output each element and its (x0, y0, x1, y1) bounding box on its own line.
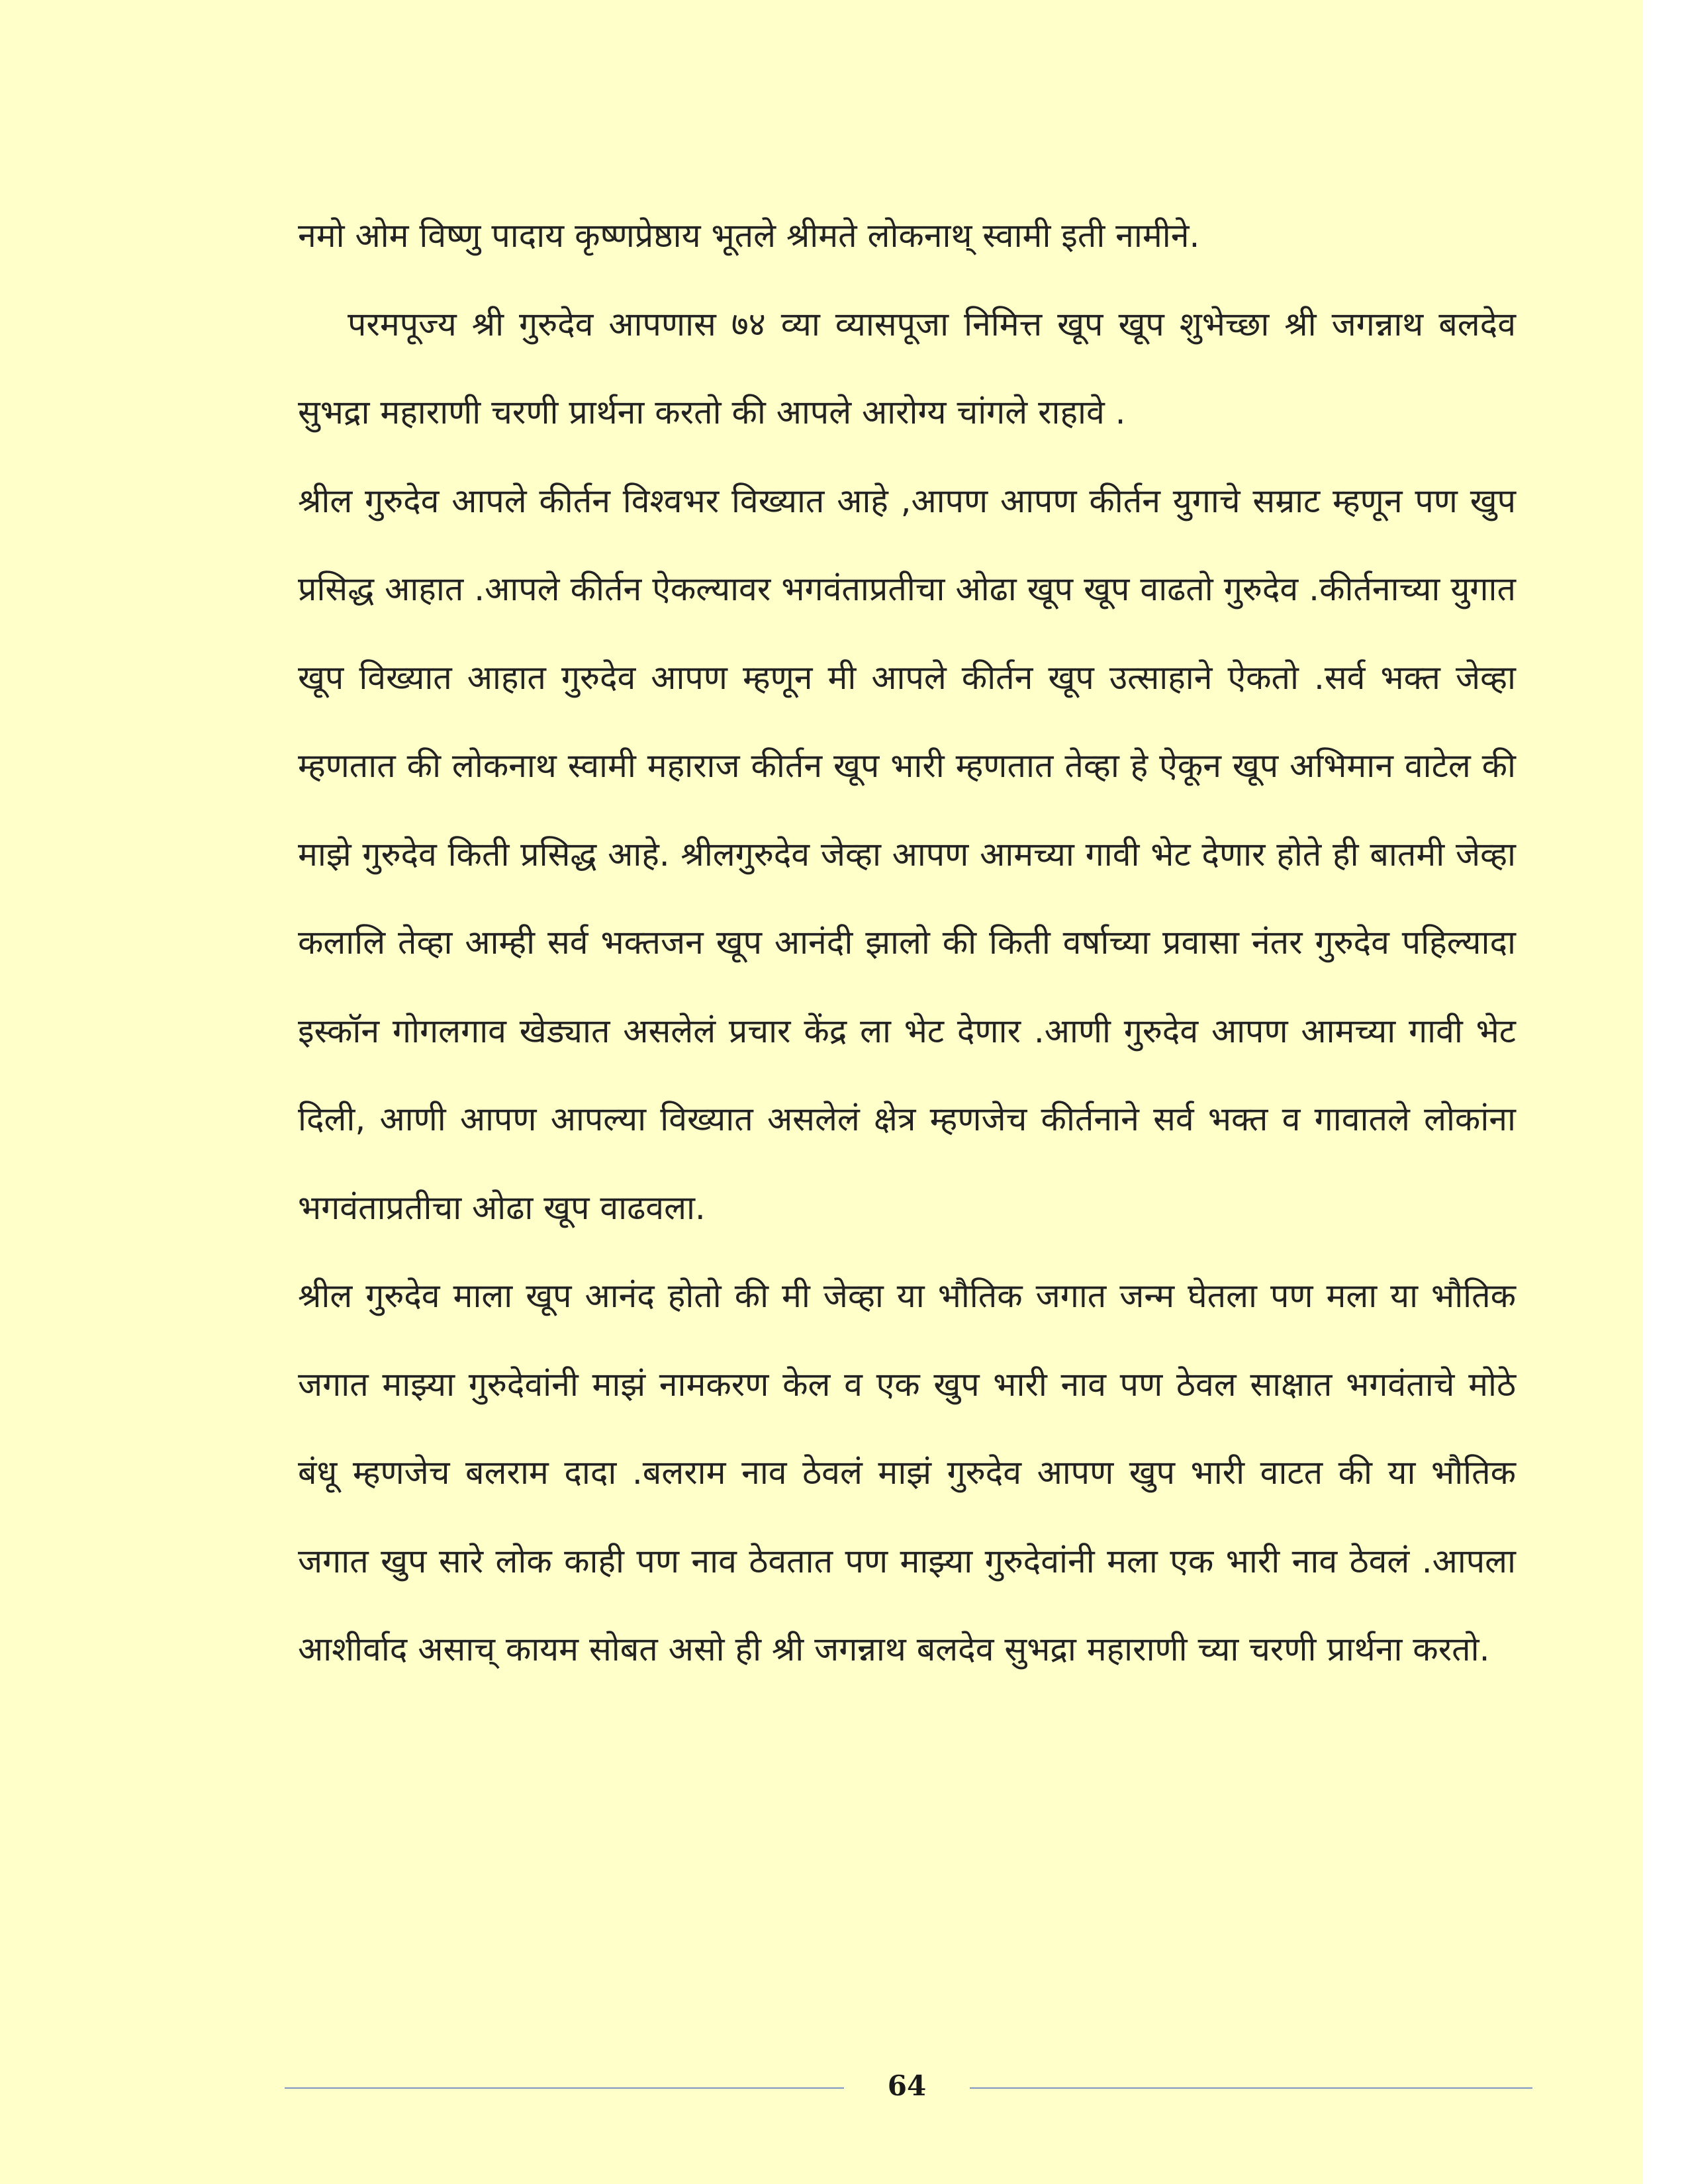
greeting-paragraph: परमपूज्य श्री गुरुदेव आपणास ७४ व्या व्यासपूजा निमित्त खूप खूप शुभेच्छा श्री जगन्नाथ बलदेव सुभद्रा महाराणी चरणी प्रार्थना करतो की आपले आरोग्य चांगले राहावे . (298, 304, 1516, 432)
naming-paragraph: श्रील गुरुदेव माला खूप आनंद होतो की मी जेव्हा या भौतिक जगात जन्म घेतला पण मला या भौतिक जगात माझ्या गुरुदेवांनी माझं नामकरण केल व एक खुप भारी नाव पण ठेवल साक्षात भगवंताचे मोठे बंधू म्हणजेच बलराम दादा .बलराम नाव ठेवलं माझं गुरुदेव आपण खुप भारी वाटत की या भौतिक जगात खुप सारे लोक काही पण नाव ठेवतात पण माझ्या गुरुदेवांनी मला एक भारी नाव ठेवलं .आपला आशीर्वाद असाच् कायम सोबत असो ही श्री जगन्नाथ बलदेव सुभद्रा महाराणी च्या चरणी प्रार्थना करतो. (298, 1277, 1516, 1668)
page-edge-margin (1643, 0, 1688, 2184)
invocation-paragraph: नमो ओम विष्णु पादाय कृष्णप्रेष्ठाय भूतले श्रीमते लोकनाथ् स्वामी इती नामीने. (298, 216, 1200, 255)
page-number: 64 (887, 2070, 927, 2102)
kirtan-paragraph: श्रील गुरुदेव आपले कीर्तन विश्वभर विख्यात आहे ,आपण आपण कीर्तन युगाचे सम्राट म्हणून पण खुप प्रसिद्ध आहात .आपले कीर्तन ऐकल्यावर भगवंताप्रतीचा ओढा खूप खूप वाढतो गुरुदेव .कीर्तनाच्या युगात खूप विख्यात आहात गुरुदेव आपण म्हणून मी आपले कीर्तन खूप उत्साहाने ऐकतो .सर्व भक्त जेव्हा म्हणतात की लोकनाथ स्वामी महाराज कीर्तन खूप भारी म्हणतात तेव्हा हे ऐकून खूप अभिमान वाटेल की माझे गुरुदेव किती प्रसिद्ध आहे. श्रीलगुरुदेव जेव्हा आपण आमच्या गावी भेट देणार होते ही बातमी जेव्हा कलालि तेव्हा आम्ही सर्व भक्तजन खूप आनंदी झालो की किती वर्षाच्या प्रवासा नंतर गुरुदेव पहिल्यादा इस्कॉन गोगलगाव खेड्यात असलेलं प्रचार केंद्र ला भेट देणार .आणी गुरुदेव आपण आमच्या गावी भेट दिली, आणी आपण आपल्या विख्यात असलेलं क्षेत्र म्हणजेच कीर्तनाने सर्व भक्त व गावातले लोकांना भगवंताप्रतीचा ओढा खूप वाढवला. (298, 481, 1516, 1227)
footer-rule-left (285, 2087, 844, 2089)
document-body (298, 192, 1516, 1694)
footer-rule-right (970, 2087, 1532, 2089)
